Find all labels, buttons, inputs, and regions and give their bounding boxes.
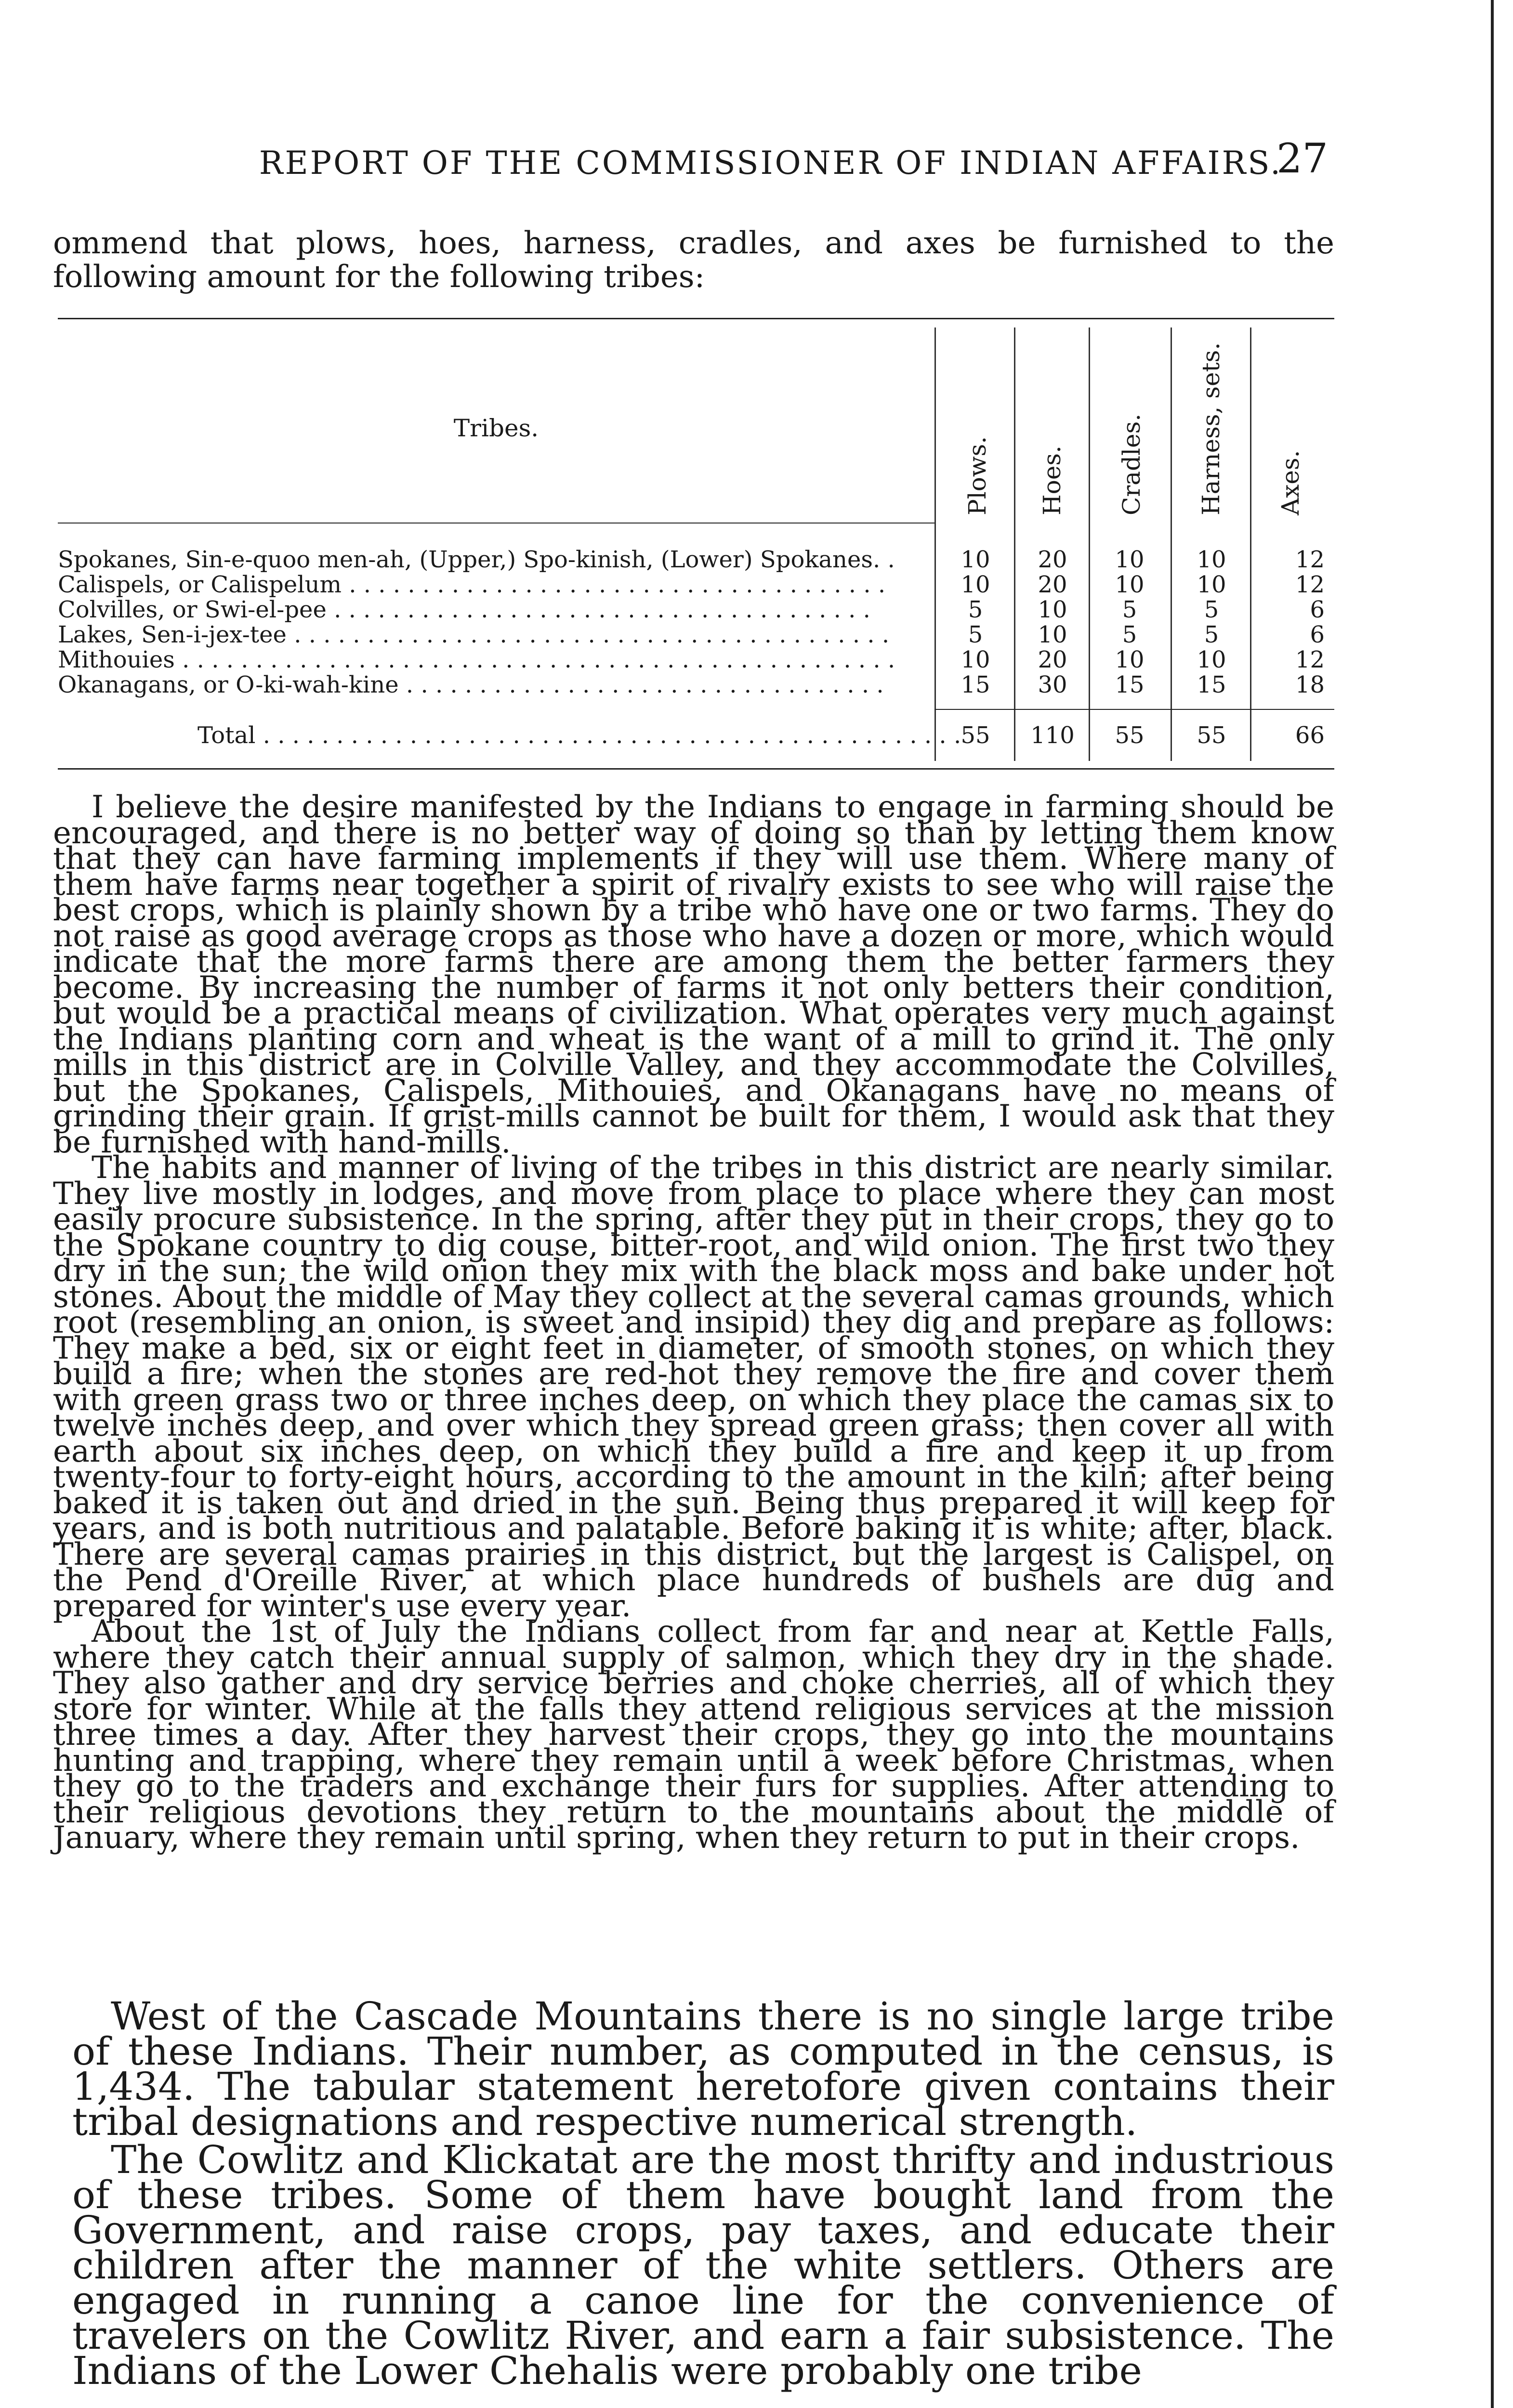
table-row xyxy=(58,622,1334,648)
plows-value: 15 xyxy=(960,671,990,698)
hoes-value: 20 xyxy=(1038,646,1067,673)
plows-value: 10 xyxy=(960,546,990,573)
tribe-name: Mithouies . . . . . . . . . . . . . . . . . . . . . . . . . . . . . . . . . . . . . . . . . . . . . . . . . xyxy=(58,646,895,673)
cradles-value: 15 xyxy=(1115,671,1145,698)
axes-value: 12 xyxy=(1295,646,1325,673)
table-row xyxy=(58,647,1334,673)
hoes-value: 20 xyxy=(1038,546,1067,573)
cradles-value: 10 xyxy=(1115,646,1145,673)
plows-value: 5 xyxy=(968,596,983,623)
hoes-value: 10 xyxy=(1038,596,1067,623)
cradles-value: 5 xyxy=(1122,621,1137,648)
table-bottom-rule xyxy=(58,768,1334,770)
hoes-total: 110 xyxy=(1030,722,1075,749)
intro-paragraph xyxy=(53,226,1334,294)
tribes-header: Tribes. xyxy=(453,414,539,442)
col-header-cradles: Cradles. xyxy=(1118,413,1145,515)
plows-value: 10 xyxy=(960,571,990,598)
paragraph: The Cowlitz and Klickatat are the most thrifty and industrious of these tribes. Some of them have bought land from the Government, and raise crops, pay taxes, and educate their children after the manner of the white settlers. Others are engaged in running a canoe line for the convenience of travelers on the Cowlitz River, and earn a fair subsistence. The Indians of the Lower Chehalis were probably one tribe xyxy=(72,2137,1334,2393)
col-header-harness: Harness, sets. xyxy=(1197,342,1225,515)
harness-value: 10 xyxy=(1197,571,1226,598)
implements-table xyxy=(58,318,1334,771)
cradles-value: 10 xyxy=(1115,571,1145,598)
harness-value: 5 xyxy=(1204,596,1219,623)
table-row xyxy=(58,572,1334,598)
tribe-name: Colvilles, or Swi-el-pee . . . . . . . . . . . . . . . . . . . . . . . . . . . . . . . . . . . . . xyxy=(58,596,870,623)
paragraph: About the 1st of July the Indians collect from far and near at Kettle Falls, where they catch their annual supply of salmon, which they dry in the shade. They also gather and dry service berries and choke cherries, all of which they store for winter. While at the falls they attend religious services at the mission three times a day. After they harvest their crops, they go into the mountains hunting and trapping, where they remain until a week before Christmas, when they go to the traders and exchange their furs for supplies. After attending to their religious devotions they return to the mountains about the middle of January, where they remain until spring, when they return to put in their crops. xyxy=(53,1614,1334,1856)
page-number: 27 xyxy=(1276,135,1328,182)
harness-total: 55 xyxy=(1197,722,1226,749)
table-row xyxy=(58,547,1334,573)
intro-text: ommend that plows, hoes, harness, cradles, and axes be furnished to the following amount for the following tribes: xyxy=(53,225,1334,295)
harness-value: 10 xyxy=(1197,646,1226,673)
axes-total: 66 xyxy=(1295,722,1325,749)
col-header-axes: Axes. xyxy=(1276,450,1304,515)
cradles-value: 5 xyxy=(1122,596,1137,623)
tribe-name: Lakes, Sen-i-jex-tee . . . . . . . . . . . . . . . . . . . . . . . . . . . . . . . . . . . . . . . . . xyxy=(58,621,890,648)
cradles-total: 55 xyxy=(1115,722,1145,749)
total-rule xyxy=(934,709,1334,710)
page-edge xyxy=(1491,0,1513,2408)
hoes-value: 30 xyxy=(1038,671,1067,698)
axes-value: 12 xyxy=(1295,571,1325,598)
axes-value: 18 xyxy=(1295,671,1325,698)
total-label: Total . . . . . . . . . . . . . . . . . . . . . . . . . . . . . . . . . . . . . . . . . . . . . . . . xyxy=(197,722,961,749)
large-body-text xyxy=(72,1994,1334,2393)
body-text xyxy=(53,789,1334,1856)
tribe-name: Spokanes, Sin-e-quoo men-ah, (Upper,) Spo-kinish, (Lower) Spokanes. . xyxy=(58,546,895,573)
cradles-value: 10 xyxy=(1115,546,1145,573)
plows-value: 10 xyxy=(960,646,990,673)
hoes-value: 20 xyxy=(1038,571,1067,598)
paragraph: The habits and manner of living of the tribes in this district are nearly similar. They live mostly in lodges, and move from place to place where they can most easily procure subsistence. In the spring, after they put in their crops, they go to the Spokane country to dig couse, bitter-root, and wild onion. The first two they dry in the sun; the wild onion they mix with the black moss and bake under hot stones. About the middle of May they collect at the several camas grounds, which root (resembling an onion, is sweet and insipid) they dig and prepare as follows: They make a bed, six or eight feet in diameter, of smooth stones, on which they build a fire; when the stones are red-hot they remove the fire and cover them with green grass two or three inches deep, on which they place the camas six to twelve inches deep, and over which they spread green grass; then cover all with earth about six inches deep, on which they build a fire and keep it up from twenty-four to forty-eight hours, according to the amount in the kiln; after being baked it is taken out and dried in the sun. Being thus prepared it will keep for years, and is both nutritious and palatable. Before baking it is white; after, black. There are several camas prairies in this district, but the largest is Calispel, on the Pend d'Oreille River, at which place hundreds of bushels are dug and prepared for winter's use every year. xyxy=(53,1150,1334,1624)
table-row xyxy=(58,597,1334,623)
table-total-row xyxy=(58,722,1334,749)
harness-value: 15 xyxy=(1197,671,1226,698)
paragraph: West of the Cascade Mountains there is no single large tribe of these Indians. Their number, as computed in the census, is 1,434. The tabular statement heretofore given contains their tribal designations and respective numerical strength. xyxy=(72,1994,1334,2144)
hoes-value: 10 xyxy=(1038,621,1067,648)
axes-value: 6 xyxy=(1310,621,1325,648)
axes-value: 6 xyxy=(1310,596,1325,623)
harness-value: 10 xyxy=(1197,546,1226,573)
col-header-hoes: Hoes. xyxy=(1038,445,1066,515)
table-row xyxy=(58,672,1334,698)
paragraph: I believe the desire manifested by the Indians to engage in farming should be encouraged, and there is no better way of doing so than by letting them know that they can have farming implements if they will use them. Where many of them have farms near together a spirit of rivalry exists to see who will raise the best crops, which is plainly shown by a tribe who have one or two farms. They do not raise as good average crops as those who have a dozen or more, which would indicate that the more farms there are among them the better farmers they become. By increasing the number of farms it not only betters their condition, but would be a practical means of civilization. What operates very much against the Indians planting corn and wheat is the want of a mill to grind it. The only mills in this district are in Colville Valley, and they accommodate the Colvilles, but the Spokanes, Calispels, Mithouies, and Okanagans have no means of grinding their grain. If grist-mills cannot be built for them, I would ask that they be furnished with hand-mills. xyxy=(53,789,1334,1160)
plows-total: 55 xyxy=(960,722,990,749)
col-header-plows: Plows. xyxy=(963,436,991,515)
table-top-rule xyxy=(58,318,1334,319)
tribe-name: Okanagans, or O-ki-wah-kine . . . . . . . . . . . . . . . . . . . . . . . . . . . . . . . . . xyxy=(58,671,884,698)
running-head: REPORT OF THE COMMISSIONER OF INDIAN AFFAIRS. xyxy=(259,144,1283,182)
plows-value: 5 xyxy=(968,621,983,648)
tribe-name: Calispels, or Calispelum . . . . . . . . . . . . . . . . . . . . . . . . . . . . . . . . . . . . . xyxy=(58,571,886,598)
axes-value: 12 xyxy=(1295,546,1325,573)
harness-value: 5 xyxy=(1204,621,1219,648)
